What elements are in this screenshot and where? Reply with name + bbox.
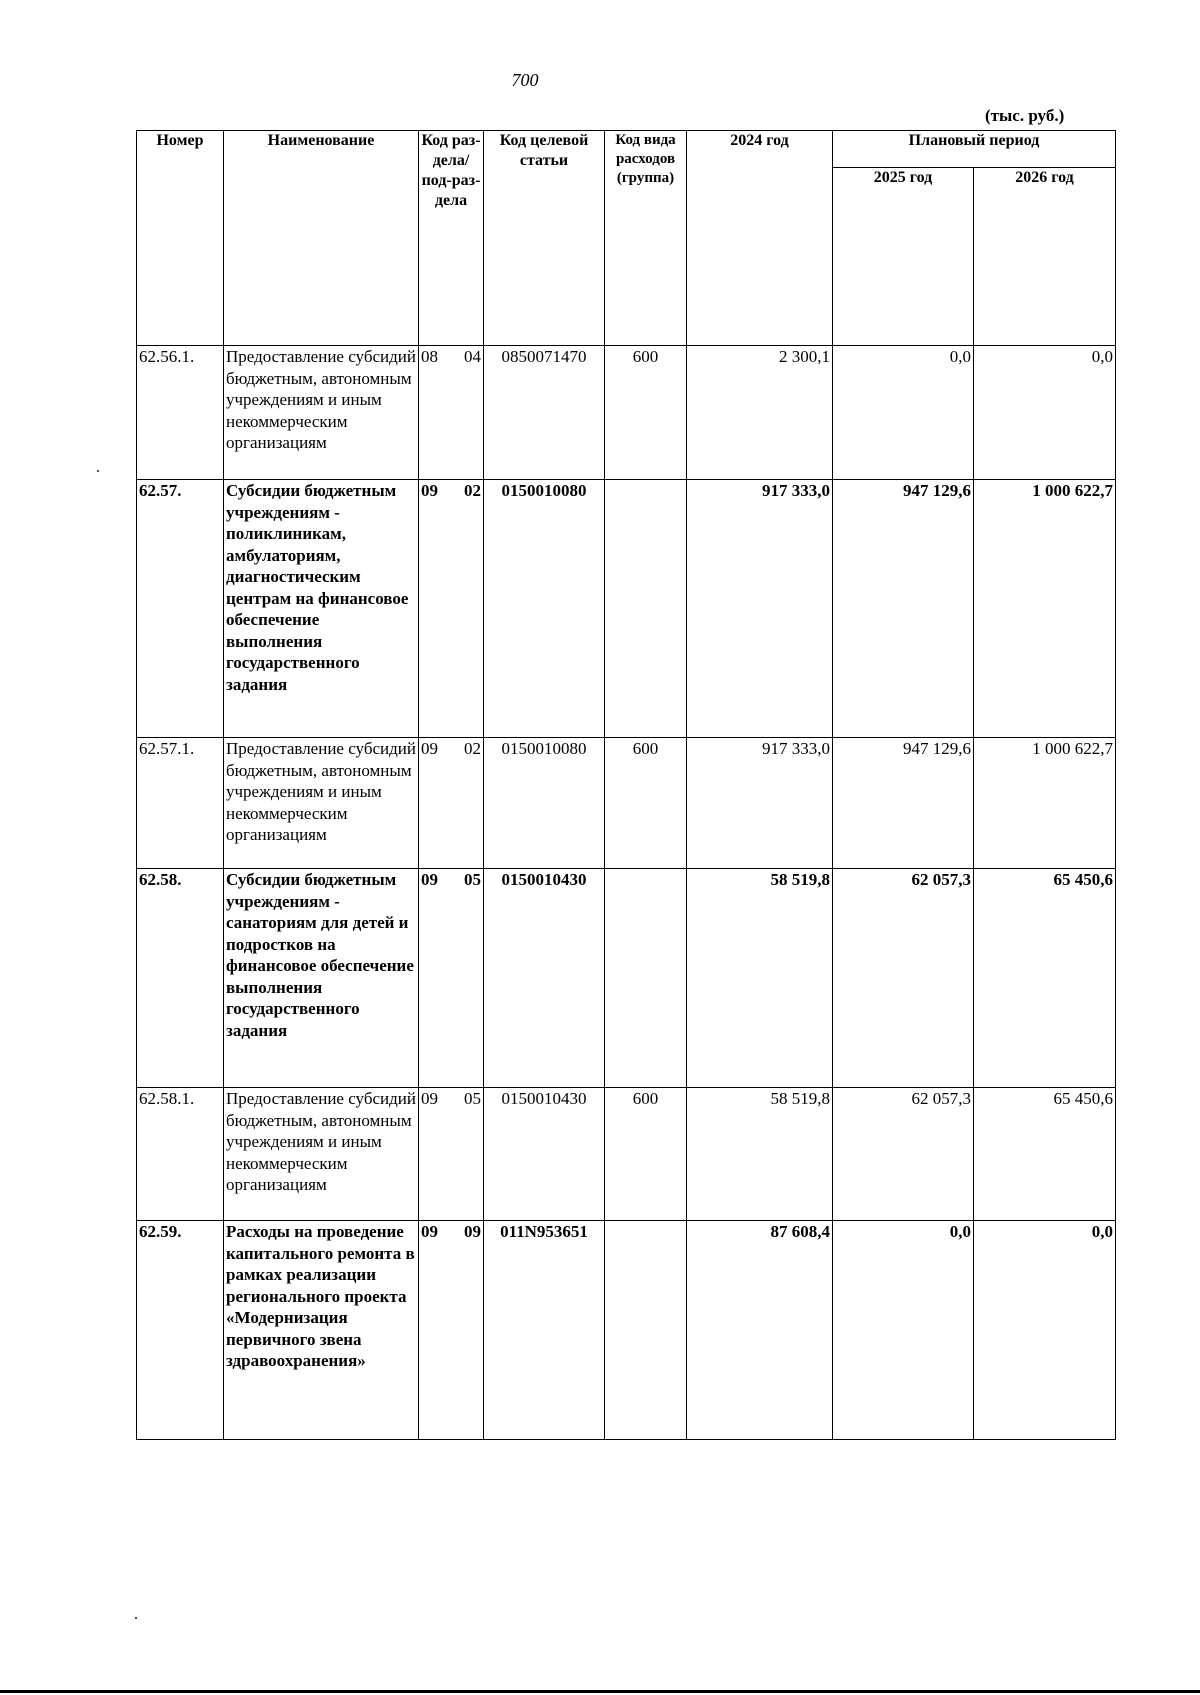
- table-row: [137, 480, 1116, 738]
- row-podrazdel: 04: [464, 347, 481, 366]
- row-target-code: 011N953651: [484, 1221, 605, 1440]
- row-number: 62.58.: [137, 869, 224, 1088]
- scan-edge-line: [0, 1690, 1200, 1693]
- row-section-code: [419, 346, 484, 480]
- row-2025-value: 0,0: [833, 346, 974, 480]
- row-podrazdel: 02: [464, 739, 481, 758]
- row-expense-type: [605, 480, 687, 738]
- scan-speck: [135, 1617, 137, 1619]
- row-expense-type: [605, 869, 687, 1088]
- row-expense-type: 600: [605, 346, 687, 480]
- row-target-code: 0150010080: [484, 738, 605, 869]
- row-razdel: 09: [421, 739, 438, 758]
- row-podrazdel: 05: [464, 1089, 481, 1108]
- header-naimenovanie: Наименование: [224, 131, 419, 346]
- row-2026-value: 0,0: [974, 346, 1116, 480]
- row-2026-value: 65 450,6: [974, 1088, 1116, 1221]
- row-2024-value: 2 300,1: [687, 346, 833, 480]
- header-kod-celevoy: Код целевой статьи: [484, 131, 605, 346]
- header-kod-vida: Код вида расходов (группа): [605, 131, 687, 346]
- row-razdel: 09: [421, 870, 438, 889]
- row-section-code: [419, 1088, 484, 1221]
- row-podrazdel: 02: [464, 481, 481, 500]
- row-section-code: [419, 480, 484, 738]
- row-name: Расходы на проведение капитального ремонта в рамках реализации регионального проекта «Модернизация первичного звена здравоохранения»: [224, 1221, 419, 1440]
- row-number: 62.58.1.: [137, 1088, 224, 1221]
- row-2024-value: 917 333,0: [687, 738, 833, 869]
- table-row: [137, 1221, 1116, 1440]
- row-podrazdel: 09: [464, 1222, 481, 1241]
- row-target-code: 0150010430: [484, 1088, 605, 1221]
- row-number: 62.56.1.: [137, 346, 224, 480]
- header-nomer: Номер: [137, 131, 224, 346]
- row-2026-value: 0,0: [974, 1221, 1116, 1440]
- header-2026: 2026 год: [974, 168, 1116, 346]
- row-2026-value: 1 000 622,7: [974, 480, 1116, 738]
- row-2026-value: 65 450,6: [974, 869, 1116, 1088]
- row-name: Субсидии бюджетным учреждениям - поликлиникам, амбулаториям, диагностическим центрам на финансовое обеспечение выполнения государственного задания: [224, 480, 419, 738]
- row-2025-value: 947 129,6: [833, 480, 974, 738]
- row-name: Предоставление субсидий бюджетным, автономным учреждениям и иным некоммерческим организациям: [224, 738, 419, 869]
- row-2025-value: 62 057,3: [833, 869, 974, 1088]
- row-number: 62.57.1.: [137, 738, 224, 869]
- table-row: [137, 738, 1116, 869]
- page-number: 700: [511, 70, 539, 90]
- row-2024-value: 58 519,8: [687, 869, 833, 1088]
- header-2024: 2024 год: [687, 131, 833, 346]
- row-razdel: 09: [421, 1089, 438, 1108]
- row-2024-value: 917 333,0: [687, 480, 833, 738]
- row-name: Субсидии бюджетным учреждениям - санаториям для детей и подростков на финансовое обеспечение выполнения государственного задания: [224, 869, 419, 1088]
- header-kod-razdela: Код раз-дела/ под-раз-дела: [419, 131, 484, 346]
- row-razdel: 08: [421, 347, 438, 366]
- row-podrazdel: 05: [464, 870, 481, 889]
- table-row: [137, 1088, 1116, 1221]
- row-razdel: 09: [421, 481, 438, 500]
- table-row: [137, 346, 1116, 480]
- header-planoviy-period: Плановый период: [833, 131, 1116, 168]
- row-name: Предоставление субсидий бюджетным, автономным учреждениям и иным некоммерческим организациям: [224, 1088, 419, 1221]
- scan-speck: [97, 470, 99, 472]
- header-2025: 2025 год: [833, 168, 974, 346]
- row-target-code: 0150010080: [484, 480, 605, 738]
- row-expense-type: 600: [605, 738, 687, 869]
- row-razdel: 09: [421, 1222, 438, 1241]
- row-2025-value: 62 057,3: [833, 1088, 974, 1221]
- row-expense-type: [605, 1221, 687, 1440]
- row-section-code: [419, 738, 484, 869]
- budget-table: [136, 130, 1116, 1440]
- row-section-code: [419, 1221, 484, 1440]
- row-2025-value: 0,0: [833, 1221, 974, 1440]
- row-name: Предоставление субсидий бюджетным, автономным учреждениям и иным некоммерческим организациям: [224, 346, 419, 480]
- row-target-code: 0850071470: [484, 346, 605, 480]
- row-2024-value: 87 608,4: [687, 1221, 833, 1440]
- row-2024-value: 58 519,8: [687, 1088, 833, 1221]
- row-section-code: [419, 869, 484, 1088]
- row-2025-value: 947 129,6: [833, 738, 974, 869]
- table-row: [137, 869, 1116, 1088]
- row-number: 62.59.: [137, 1221, 224, 1440]
- row-target-code: 0150010430: [484, 869, 605, 1088]
- row-2026-value: 1 000 622,7: [974, 738, 1116, 869]
- units-label: (тыс. руб.): [985, 106, 1065, 125]
- row-number: 62.57.: [137, 480, 224, 738]
- row-expense-type: 600: [605, 1088, 687, 1221]
